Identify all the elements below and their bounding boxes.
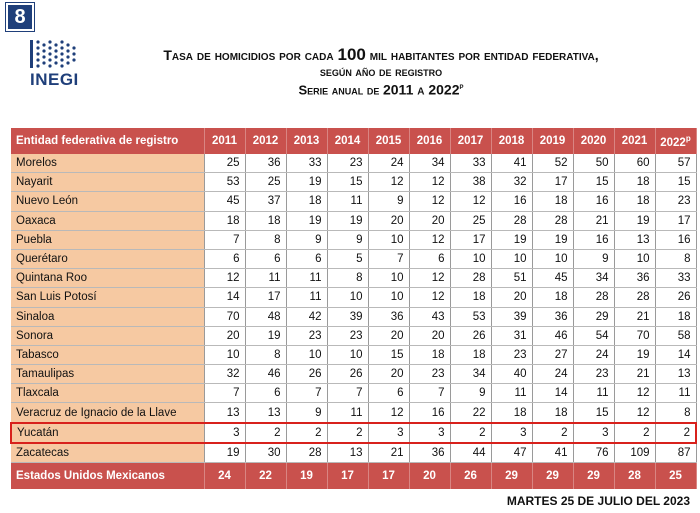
rate-cell: 2 <box>655 423 696 443</box>
entity-name-cell: San Luis Potosí <box>11 288 204 307</box>
rate-cell: 18 <box>532 192 573 211</box>
rate-cell: 2 <box>286 423 327 443</box>
entity-name-cell: Quintana Roo <box>11 269 204 288</box>
rate-cell: 27 <box>532 345 573 364</box>
page-title <box>86 46 676 98</box>
rate-cell: 13 <box>245 403 286 423</box>
homicide-rate-table <box>10 128 695 489</box>
rate-cell: 3 <box>368 423 409 443</box>
rate-cell: 11 <box>327 403 368 423</box>
rate-cell: 39 <box>491 307 532 326</box>
rate-cell: 41 <box>532 443 573 463</box>
rate-cell: 9 <box>327 230 368 249</box>
rate-cell: 23 <box>286 326 327 345</box>
rate-cell: 21 <box>368 443 409 463</box>
rate-cell: 24 <box>532 365 573 384</box>
rate-cell: 23 <box>409 365 450 384</box>
rate-cell: 46 <box>245 365 286 384</box>
rate-cell: 12 <box>614 384 655 403</box>
rate-cell: 42 <box>286 307 327 326</box>
entity-name-cell: Sonora <box>11 326 204 345</box>
inegi-logo-text: INEGI <box>30 70 79 89</box>
rate-cell: 38 <box>450 173 491 192</box>
rate-cell: 21 <box>573 211 614 230</box>
rate-cell: 7 <box>286 384 327 403</box>
rate-cell: 18 <box>655 307 696 326</box>
rate-cell: 14 <box>532 384 573 403</box>
rate-cell: 17 <box>655 211 696 230</box>
total-rate-cell: 20 <box>409 463 450 490</box>
rate-cell: 18 <box>409 345 450 364</box>
rate-cell: 11 <box>327 192 368 211</box>
rate-cell: 12 <box>368 403 409 423</box>
column-header-year: 2011 <box>204 128 245 154</box>
rate-cell: 12 <box>204 269 245 288</box>
table-row <box>11 154 696 173</box>
rate-cell: 19 <box>614 345 655 364</box>
table-row <box>11 211 696 230</box>
rate-cell: 2 <box>245 423 286 443</box>
rate-cell: 23 <box>327 154 368 173</box>
rate-cell: 23 <box>655 192 696 211</box>
rate-cell: 52 <box>532 154 573 173</box>
table-total-row <box>11 463 696 490</box>
rate-cell: 36 <box>614 269 655 288</box>
table-row <box>11 307 696 326</box>
total-rate-cell: 28 <box>614 463 655 490</box>
rate-cell: 16 <box>491 192 532 211</box>
rate-cell: 28 <box>614 288 655 307</box>
rate-cell: 11 <box>245 269 286 288</box>
total-rate-cell: 17 <box>327 463 368 490</box>
rate-cell: 23 <box>327 326 368 345</box>
rate-cell: 26 <box>450 326 491 345</box>
rate-cell: 15 <box>327 173 368 192</box>
rate-cell: 10 <box>368 269 409 288</box>
column-header-year: 2012 <box>245 128 286 154</box>
rate-cell: 9 <box>286 403 327 423</box>
rate-cell: 10 <box>368 230 409 249</box>
rate-cell: 36 <box>245 154 286 173</box>
title-line-3: Serie anual de 2011 a 2022$^p$ <box>298 81 464 98</box>
rate-cell: 28 <box>491 211 532 230</box>
rate-cell: 25 <box>450 211 491 230</box>
table-row <box>11 365 696 384</box>
rate-cell: 20 <box>409 211 450 230</box>
rate-cell: 24 <box>573 345 614 364</box>
rate-cell: 70 <box>204 307 245 326</box>
rate-cell: 20 <box>204 326 245 345</box>
rate-cell: 6 <box>409 249 450 268</box>
rate-cell: 18 <box>491 403 532 423</box>
column-header-year: 2019 <box>532 128 573 154</box>
rate-cell: 33 <box>655 269 696 288</box>
rate-cell: 9 <box>573 249 614 268</box>
rate-cell: 10 <box>368 288 409 307</box>
rate-cell: 33 <box>286 154 327 173</box>
rate-cell: 2 <box>327 423 368 443</box>
total-rate-cell: 29 <box>491 463 532 490</box>
rate-cell: 17 <box>450 230 491 249</box>
rate-cell: 24 <box>368 154 409 173</box>
rate-cell: 10 <box>204 345 245 364</box>
rate-cell: 36 <box>409 443 450 463</box>
rate-cell: 46 <box>532 326 573 345</box>
entity-name-cell: Morelos <box>11 154 204 173</box>
total-rate-cell: 19 <box>286 463 327 490</box>
total-rate-cell: 26 <box>450 463 491 490</box>
entity-name-cell: Yucatán <box>11 423 204 443</box>
rate-cell: 12 <box>409 269 450 288</box>
rate-cell: 18 <box>532 288 573 307</box>
rate-cell: 23 <box>573 365 614 384</box>
rate-cell: 53 <box>204 173 245 192</box>
column-header-year: 2020 <box>573 128 614 154</box>
rate-cell: 3 <box>573 423 614 443</box>
rate-cell: 32 <box>204 365 245 384</box>
total-rate-cell: 22 <box>245 463 286 490</box>
rate-cell: 18 <box>614 192 655 211</box>
rate-cell: 9 <box>368 192 409 211</box>
total-rate-cell: 25 <box>655 463 696 490</box>
rate-cell: 7 <box>204 384 245 403</box>
rate-cell: 20 <box>368 365 409 384</box>
rate-cell: 12 <box>409 192 450 211</box>
rate-cell: 10 <box>614 249 655 268</box>
rate-cell: 28 <box>286 443 327 463</box>
column-header-entity: Entidad federativa de registro <box>11 128 204 154</box>
rate-cell: 19 <box>286 211 327 230</box>
rate-cell: 40 <box>491 365 532 384</box>
rate-cell: 5 <box>327 249 368 268</box>
rate-cell: 20 <box>368 326 409 345</box>
rate-cell: 8 <box>655 403 696 423</box>
rate-cell: 18 <box>450 288 491 307</box>
table-row <box>11 249 696 268</box>
rate-cell: 109 <box>614 443 655 463</box>
rate-cell: 6 <box>204 249 245 268</box>
rate-cell: 36 <box>368 307 409 326</box>
rate-cell: 19 <box>614 211 655 230</box>
rate-cell: 2 <box>614 423 655 443</box>
rate-cell: 10 <box>286 345 327 364</box>
total-rate-cell: 24 <box>204 463 245 490</box>
rate-cell: 37 <box>245 192 286 211</box>
column-header-year: 2015 <box>368 128 409 154</box>
rate-cell: 20 <box>409 326 450 345</box>
rate-cell: 2 <box>532 423 573 443</box>
section-number-badge: 8 <box>6 3 34 31</box>
table-row <box>11 192 696 211</box>
rate-cell: 87 <box>655 443 696 463</box>
rate-cell: 44 <box>450 443 491 463</box>
entity-name-cell: Nayarit <box>11 173 204 192</box>
rate-cell: 34 <box>409 154 450 173</box>
rate-cell: 7 <box>327 384 368 403</box>
table-row <box>11 230 696 249</box>
rate-cell: 15 <box>573 403 614 423</box>
rate-cell: 17 <box>245 288 286 307</box>
column-header-year: 2014 <box>327 128 368 154</box>
rate-cell: 31 <box>491 326 532 345</box>
rate-cell: 23 <box>491 345 532 364</box>
rate-cell: 70 <box>614 326 655 345</box>
total-rate-cell: 29 <box>532 463 573 490</box>
entity-name-cell: Tlaxcala <box>11 384 204 403</box>
rate-cell: 57 <box>655 154 696 173</box>
rate-cell: 9 <box>286 230 327 249</box>
total-label-cell: Estados Unidos Mexicanos <box>11 463 204 490</box>
rate-cell: 32 <box>491 173 532 192</box>
column-header-year: 2018 <box>491 128 532 154</box>
rate-cell: 15 <box>573 173 614 192</box>
rate-cell: 34 <box>573 269 614 288</box>
table-row <box>11 269 696 288</box>
rate-cell: 43 <box>409 307 450 326</box>
entity-name-cell: Nuevo León <box>11 192 204 211</box>
title-line-1: Tasa de homicidios por cada 100 mil habitantes por entidad federativa, <box>163 45 599 64</box>
entity-name-cell: Querétaro <box>11 249 204 268</box>
rate-cell: 45 <box>204 192 245 211</box>
rate-cell: 3 <box>409 423 450 443</box>
rate-cell: 39 <box>327 307 368 326</box>
rate-cell: 12 <box>450 192 491 211</box>
rate-cell: 26 <box>286 365 327 384</box>
title-line-2: según año de registro <box>319 64 443 79</box>
rate-cell: 8 <box>245 345 286 364</box>
table-row <box>11 403 696 423</box>
rate-cell: 6 <box>245 249 286 268</box>
rate-cell: 6 <box>286 249 327 268</box>
rate-cell: 12 <box>368 173 409 192</box>
rate-cell: 7 <box>368 249 409 268</box>
rate-cell: 19 <box>204 443 245 463</box>
rate-cell: 14 <box>655 345 696 364</box>
rate-cell: 26 <box>327 365 368 384</box>
rate-cell: 28 <box>450 269 491 288</box>
rate-cell: 8 <box>655 249 696 268</box>
rate-cell: 45 <box>532 269 573 288</box>
rate-cell: 3 <box>491 423 532 443</box>
rate-cell: 8 <box>245 230 286 249</box>
rate-cell: 11 <box>286 269 327 288</box>
rate-cell: 10 <box>491 249 532 268</box>
rate-cell: 8 <box>327 269 368 288</box>
rate-cell: 50 <box>573 154 614 173</box>
rate-cell: 6 <box>368 384 409 403</box>
rate-cell: 18 <box>614 173 655 192</box>
table-row <box>11 423 696 443</box>
rate-cell: 53 <box>450 307 491 326</box>
table-header-row <box>11 128 696 154</box>
rate-cell: 15 <box>368 345 409 364</box>
entity-name-cell: Veracruz de Ignacio de la Llave <box>11 403 204 423</box>
rate-cell: 36 <box>532 307 573 326</box>
rate-cell: 7 <box>409 384 450 403</box>
rate-cell: 20 <box>491 288 532 307</box>
rate-cell: 76 <box>573 443 614 463</box>
entity-name-cell: Oaxaca <box>11 211 204 230</box>
inegi-dots-icon <box>30 38 80 70</box>
rate-cell: 21 <box>614 307 655 326</box>
table-row <box>11 326 696 345</box>
rate-cell: 14 <box>204 288 245 307</box>
rate-cell: 58 <box>655 326 696 345</box>
rate-cell: 7 <box>204 230 245 249</box>
rate-cell: 13 <box>204 403 245 423</box>
rate-cell: 15 <box>655 173 696 192</box>
rate-cell: 12 <box>409 288 450 307</box>
rate-cell: 25 <box>204 154 245 173</box>
rate-cell: 28 <box>573 288 614 307</box>
rate-cell: 16 <box>655 230 696 249</box>
rate-cell: 16 <box>573 230 614 249</box>
rate-cell: 26 <box>655 288 696 307</box>
total-rate-cell: 17 <box>368 463 409 490</box>
rate-cell: 34 <box>450 365 491 384</box>
total-rate-cell: 29 <box>573 463 614 490</box>
rate-cell: 11 <box>655 384 696 403</box>
table-row <box>11 288 696 307</box>
table-row <box>11 345 696 364</box>
rate-cell: 10 <box>327 288 368 307</box>
entity-name-cell: Zacatecas <box>11 443 204 463</box>
column-header-year: 2021 <box>614 128 655 154</box>
entity-name-cell: Tamaulipas <box>11 365 204 384</box>
table-row <box>11 173 696 192</box>
rate-cell: 51 <box>491 269 532 288</box>
rate-cell: 47 <box>491 443 532 463</box>
rate-cell: 19 <box>532 230 573 249</box>
rate-cell: 19 <box>491 230 532 249</box>
rate-cell: 25 <box>245 173 286 192</box>
rate-cell: 41 <box>491 154 532 173</box>
rate-cell: 2 <box>450 423 491 443</box>
rate-cell: 10 <box>532 249 573 268</box>
rate-cell: 13 <box>327 443 368 463</box>
rate-cell: 12 <box>409 173 450 192</box>
rate-cell: 16 <box>573 192 614 211</box>
entity-name-cell: Sinaloa <box>11 307 204 326</box>
rate-cell: 30 <box>245 443 286 463</box>
column-header-year: 2013 <box>286 128 327 154</box>
rate-cell: 11 <box>286 288 327 307</box>
rate-cell: 22 <box>450 403 491 423</box>
rate-cell: 48 <box>245 307 286 326</box>
rate-cell: 19 <box>286 173 327 192</box>
rate-cell: 60 <box>614 154 655 173</box>
rate-cell: 11 <box>573 384 614 403</box>
entity-name-cell: Puebla <box>11 230 204 249</box>
rate-cell: 10 <box>450 249 491 268</box>
column-header-year: 2017 <box>450 128 491 154</box>
publication-date: MARTES 25 DE JULIO DEL 2023 <box>506 494 690 508</box>
rate-cell: 13 <box>614 230 655 249</box>
rate-cell: 29 <box>573 307 614 326</box>
rate-cell: 16 <box>409 403 450 423</box>
entity-name-cell: Tabasco <box>11 345 204 364</box>
rate-cell: 19 <box>327 211 368 230</box>
rate-cell: 10 <box>327 345 368 364</box>
rate-cell: 12 <box>409 230 450 249</box>
rate-cell: 6 <box>245 384 286 403</box>
rate-cell: 18 <box>286 192 327 211</box>
rate-cell: 20 <box>368 211 409 230</box>
rate-cell: 21 <box>614 365 655 384</box>
column-header-year: 2016 <box>409 128 450 154</box>
rate-cell: 33 <box>450 154 491 173</box>
column-header-year: 2022$^p$ <box>655 128 696 154</box>
rate-cell: 12 <box>614 403 655 423</box>
rate-cell: 18 <box>245 211 286 230</box>
rate-cell: 9 <box>450 384 491 403</box>
rate-cell: 18 <box>204 211 245 230</box>
rate-cell: 11 <box>491 384 532 403</box>
rate-cell: 19 <box>245 326 286 345</box>
rate-cell: 17 <box>532 173 573 192</box>
table-row <box>11 443 696 463</box>
rate-cell: 13 <box>655 365 696 384</box>
rate-cell: 18 <box>450 345 491 364</box>
table-row <box>11 384 696 403</box>
rate-cell: 18 <box>532 403 573 423</box>
rate-cell: 28 <box>532 211 573 230</box>
rate-cell: 54 <box>573 326 614 345</box>
rate-cell: 3 <box>204 423 245 443</box>
